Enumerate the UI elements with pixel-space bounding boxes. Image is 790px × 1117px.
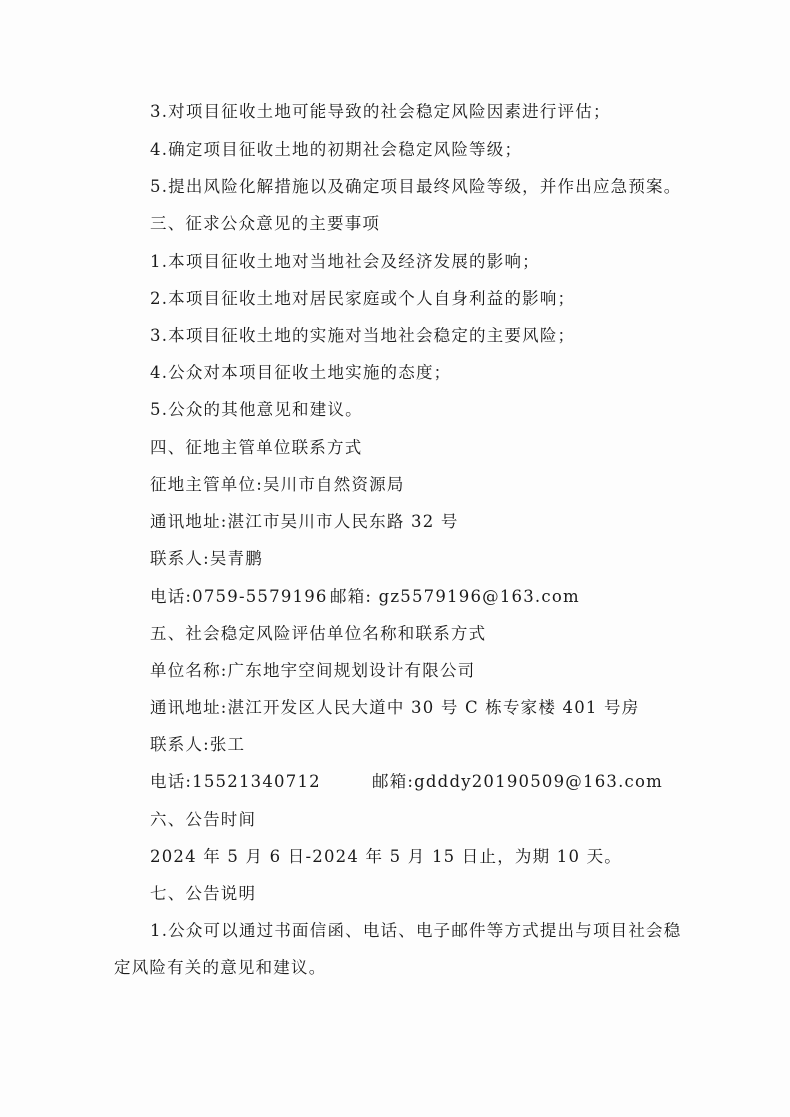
authority-address: 通讯地址:湛江市吴川市人民东路 32 号 — [150, 512, 459, 531]
authority-email: 邮箱: gz5579196@163.com — [330, 587, 580, 606]
assessment-item-5: 5.提出风险化解措施以及确定项目最终风险等级，并作出应急预案。 — [150, 177, 682, 196]
assessor-contact: 联系人:张工 — [150, 735, 246, 754]
assessor-address: 通讯地址:湛江开发区人民大道中 30 号 C 栋专家楼 401 号房 — [150, 698, 640, 717]
notice-note-1-cont: 定风险有关的意见和建议。 — [114, 958, 327, 977]
assessor-name: 单位名称:广东地宇空间规划设计有限公司 — [150, 661, 476, 680]
opinion-item-2: 2.本项目征收土地对居民家庭或个人自身利益的影响； — [150, 289, 576, 308]
assessment-item-4: 4.确定项目征收土地的初期社会稳定风险等级； — [150, 140, 523, 159]
assessor-email: 邮箱:gdddy20190509@163.com — [372, 772, 663, 791]
authority-contact: 联系人:吴青鹏 — [150, 549, 263, 568]
section-heading-3: 三、征求公众意见的主要事项 — [150, 214, 381, 233]
section-heading-7: 七、公告说明 — [150, 884, 257, 903]
notice-note-1: 1.公众可以通过书面信函、电话、电子邮件等方式提出与项目社会稳 — [150, 921, 682, 940]
notice-period: 2024 年 5 月 6 日-2024 年 5 月 15 日止，为期 10 天。 — [150, 847, 622, 866]
opinion-item-3: 3.本项目征收土地的实施对当地社会稳定的主要风险； — [150, 326, 576, 345]
section-heading-4: 四、征地主管单位联系方式 — [150, 438, 363, 457]
section-heading-6: 六、公告时间 — [150, 810, 257, 829]
opinion-item-4: 4.公众对本项目征收土地实施的态度； — [150, 363, 452, 382]
authority-phone: 电话:0759-5579196 — [150, 587, 328, 606]
assessment-item-3: 3.对项目征收土地可能导致的社会稳定风险因素进行评估； — [150, 102, 611, 121]
opinion-item-1: 1.本项目征收土地对当地社会及经济发展的影响； — [150, 252, 540, 271]
section-heading-5: 五、社会稳定风险评估单位名称和联系方式 — [150, 624, 487, 643]
opinion-item-5: 5.公众的其他意见和建议。 — [150, 400, 363, 419]
assessor-phone: 电话:15521340712 — [150, 772, 321, 791]
authority-name: 征地主管单位:吴川市自然资源局 — [150, 475, 405, 494]
